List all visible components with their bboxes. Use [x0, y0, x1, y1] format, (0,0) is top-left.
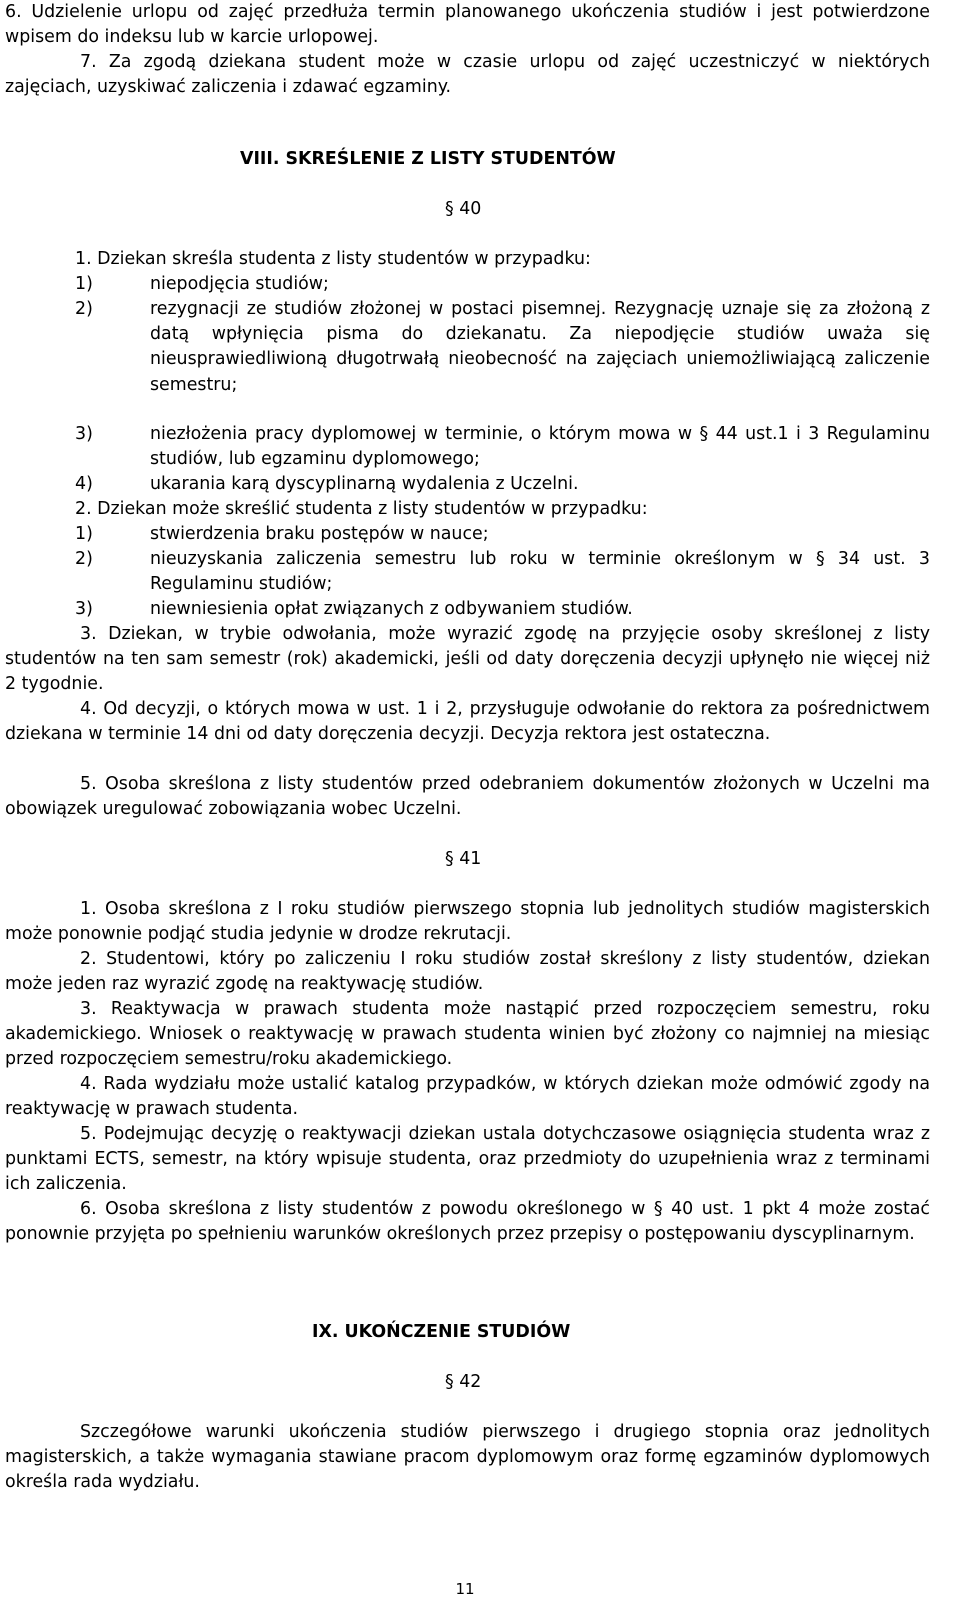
list-item-text: rezygnacji ze studiów złożonej w postaci pisemnej. Rezygnację uznaje się za złożoną z datą wpłynięcia pisma do dziekanatu. Za niepodjęcie studiów uważa się nieusprawiedliwioną długotrwałą nieobecność na zajęciach uniemożliwiającą zaliczenie semestru; [150, 299, 930, 395]
section-41-ust-3: 3. Reaktywacja w prawach studenta może nastąpić przed rozpoczęciem semestru, roku akademickiego. Wniosek o reaktywację w prawach studenta winien być złożony co najmniej na miesiąc przed rozpoczęciem semestru/roku akademickiego. [5, 999, 930, 1070]
list-item-number: 2) [75, 299, 93, 319]
paragraph-7-6: 6. Udzielenie urlopu od zajęć przedłuża termin planowanego ukończenia studiów i jest potwierdzone wpisem do indeksu lub w karcie urlopowej. [5, 2, 930, 48]
section-41-ust-6: 6. Osoba skreślona z listy studentów z powodu określonego w § 40 ust. 1 pkt 4 może zostać ponownie przyjęta po spełnieniu warunków określonych przez przepisy o postępowaniu dyscyplinarnym. [5, 1199, 930, 1245]
section-40-heading: § 40 [445, 199, 482, 219]
list-item [75, 297, 930, 398]
section-40-ust-5: 5. Osoba skreślona z listy studentów przed odebraniem dokumentów złożonych w Uczelni ma obowiązek uregulować zobowiązania wobec Uczelni. [5, 774, 930, 820]
list-item-text: nieuzyskania zaliczenia semestru lub roku w terminie określonym w § 34 ust. 3 Regulaminu studiów; [150, 549, 930, 595]
section-41-ust-2: 2. Studentowi, który po zaliczeniu I roku studiów został skreślony z listy studentów, dziekan może jeden raz wyrazić zgodę na reaktywację studiów. [5, 949, 930, 995]
list-item [75, 597, 930, 622]
list-item-text: ukarania karą dyscyplinarną wydalenia z Uczelni. [150, 474, 579, 494]
section-40-ust-4: 4. Od decyzji, o których mowa w ust. 1 i 2, przysługuje odwołanie do rektora za pośrednictwem dziekana w terminie 14 dni od daty doręczenia decyzji. Decyzja rektora jest ostateczna. [5, 699, 930, 745]
list-item [75, 547, 930, 597]
list-item-number: 2) [75, 549, 93, 569]
list-item-number: 3) [75, 599, 93, 619]
section-40-ust-1: 1. Dziekan skreśla studenta z listy studentów w przypadku: [75, 249, 591, 269]
list-item [75, 472, 930, 497]
section-40-ust-3: 3. Dziekan, w trybie odwołania, może wyrazić zgodę na przyjęcie osoby skreślonej z listy studentów na ten sam semestr (rok) akademicki, jeśli od daty doręczenia decyzji upłynęło nie więcej niż 2 tygodnie. [5, 624, 930, 695]
list-item-text: stwierdzenia braku postępów w nauce; [150, 524, 489, 544]
list-item-number: 1) [75, 274, 93, 294]
list-item-number: 1) [75, 524, 93, 544]
section-40-ust-2: 2. Dziekan może skreślić studenta z listy studentów w przypadku: [75, 499, 648, 519]
section-41-ust-1: 1. Osoba skreślona z I roku studiów pierwszego stopnia lub jednolitych studiów magisterskich może ponownie podjąć studia jedynie w drodze rekrutacji. [5, 899, 930, 945]
chapter-viii-heading: VIII. SKREŚLENIE Z LISTY STUDENTÓW [240, 149, 616, 169]
paragraph-7-7: 7. Za zgodą dziekana student może w czasie urlopu od zajęć uczestniczyć w niektórych zajęciach, uzyskiwać zaliczenia i zdawać egzaminy. [5, 52, 930, 98]
list-item [75, 272, 930, 297]
section-42-text: Szczegółowe warunki ukończenia studiów pierwszego i drugiego stopnia oraz jednolitych magisterskich, a także wymagania stawiane pracom dyplomowym oraz formę egzaminów dyplomowych określa rada wydziału. [5, 1422, 930, 1493]
list-item-number: 3) [75, 424, 93, 444]
section-41-heading: § 41 [445, 849, 482, 869]
list-item-number: 4) [75, 474, 93, 494]
list-item [75, 422, 930, 472]
list-item-text: niepodjęcia studiów; [150, 274, 329, 294]
page-number: 11 [455, 1580, 475, 1598]
chapter-ix-heading: IX. UKOŃCZENIE STUDIÓW [312, 1322, 571, 1342]
section-41-ust-5: 5. Podejmując decyzję o reaktywacji dziekan ustala dotychczasowe osiągnięcia studenta wraz z punktami ECTS, semestr, na który wpisuje studenta, oraz przedmioty do uzupełnienia wraz z terminami ich zaliczenia. [5, 1124, 930, 1195]
section-42-heading: § 42 [445, 1372, 482, 1392]
section-41-ust-4: 4. Rada wydziału może ustalić katalog przypadków, w których dziekan może odmówić zgody na reaktywację w prawach studenta. [5, 1074, 930, 1120]
list-item-text: niezłożenia pracy dyplomowej w terminie, o którym mowa w § 44 ust.1 i 3 Regulaminu studiów, lub egzaminu dyplomowego; [150, 424, 930, 470]
list-item [75, 522, 930, 547]
list-item-text: niewniesienia opłat związanych z odbywaniem studiów. [150, 599, 633, 619]
